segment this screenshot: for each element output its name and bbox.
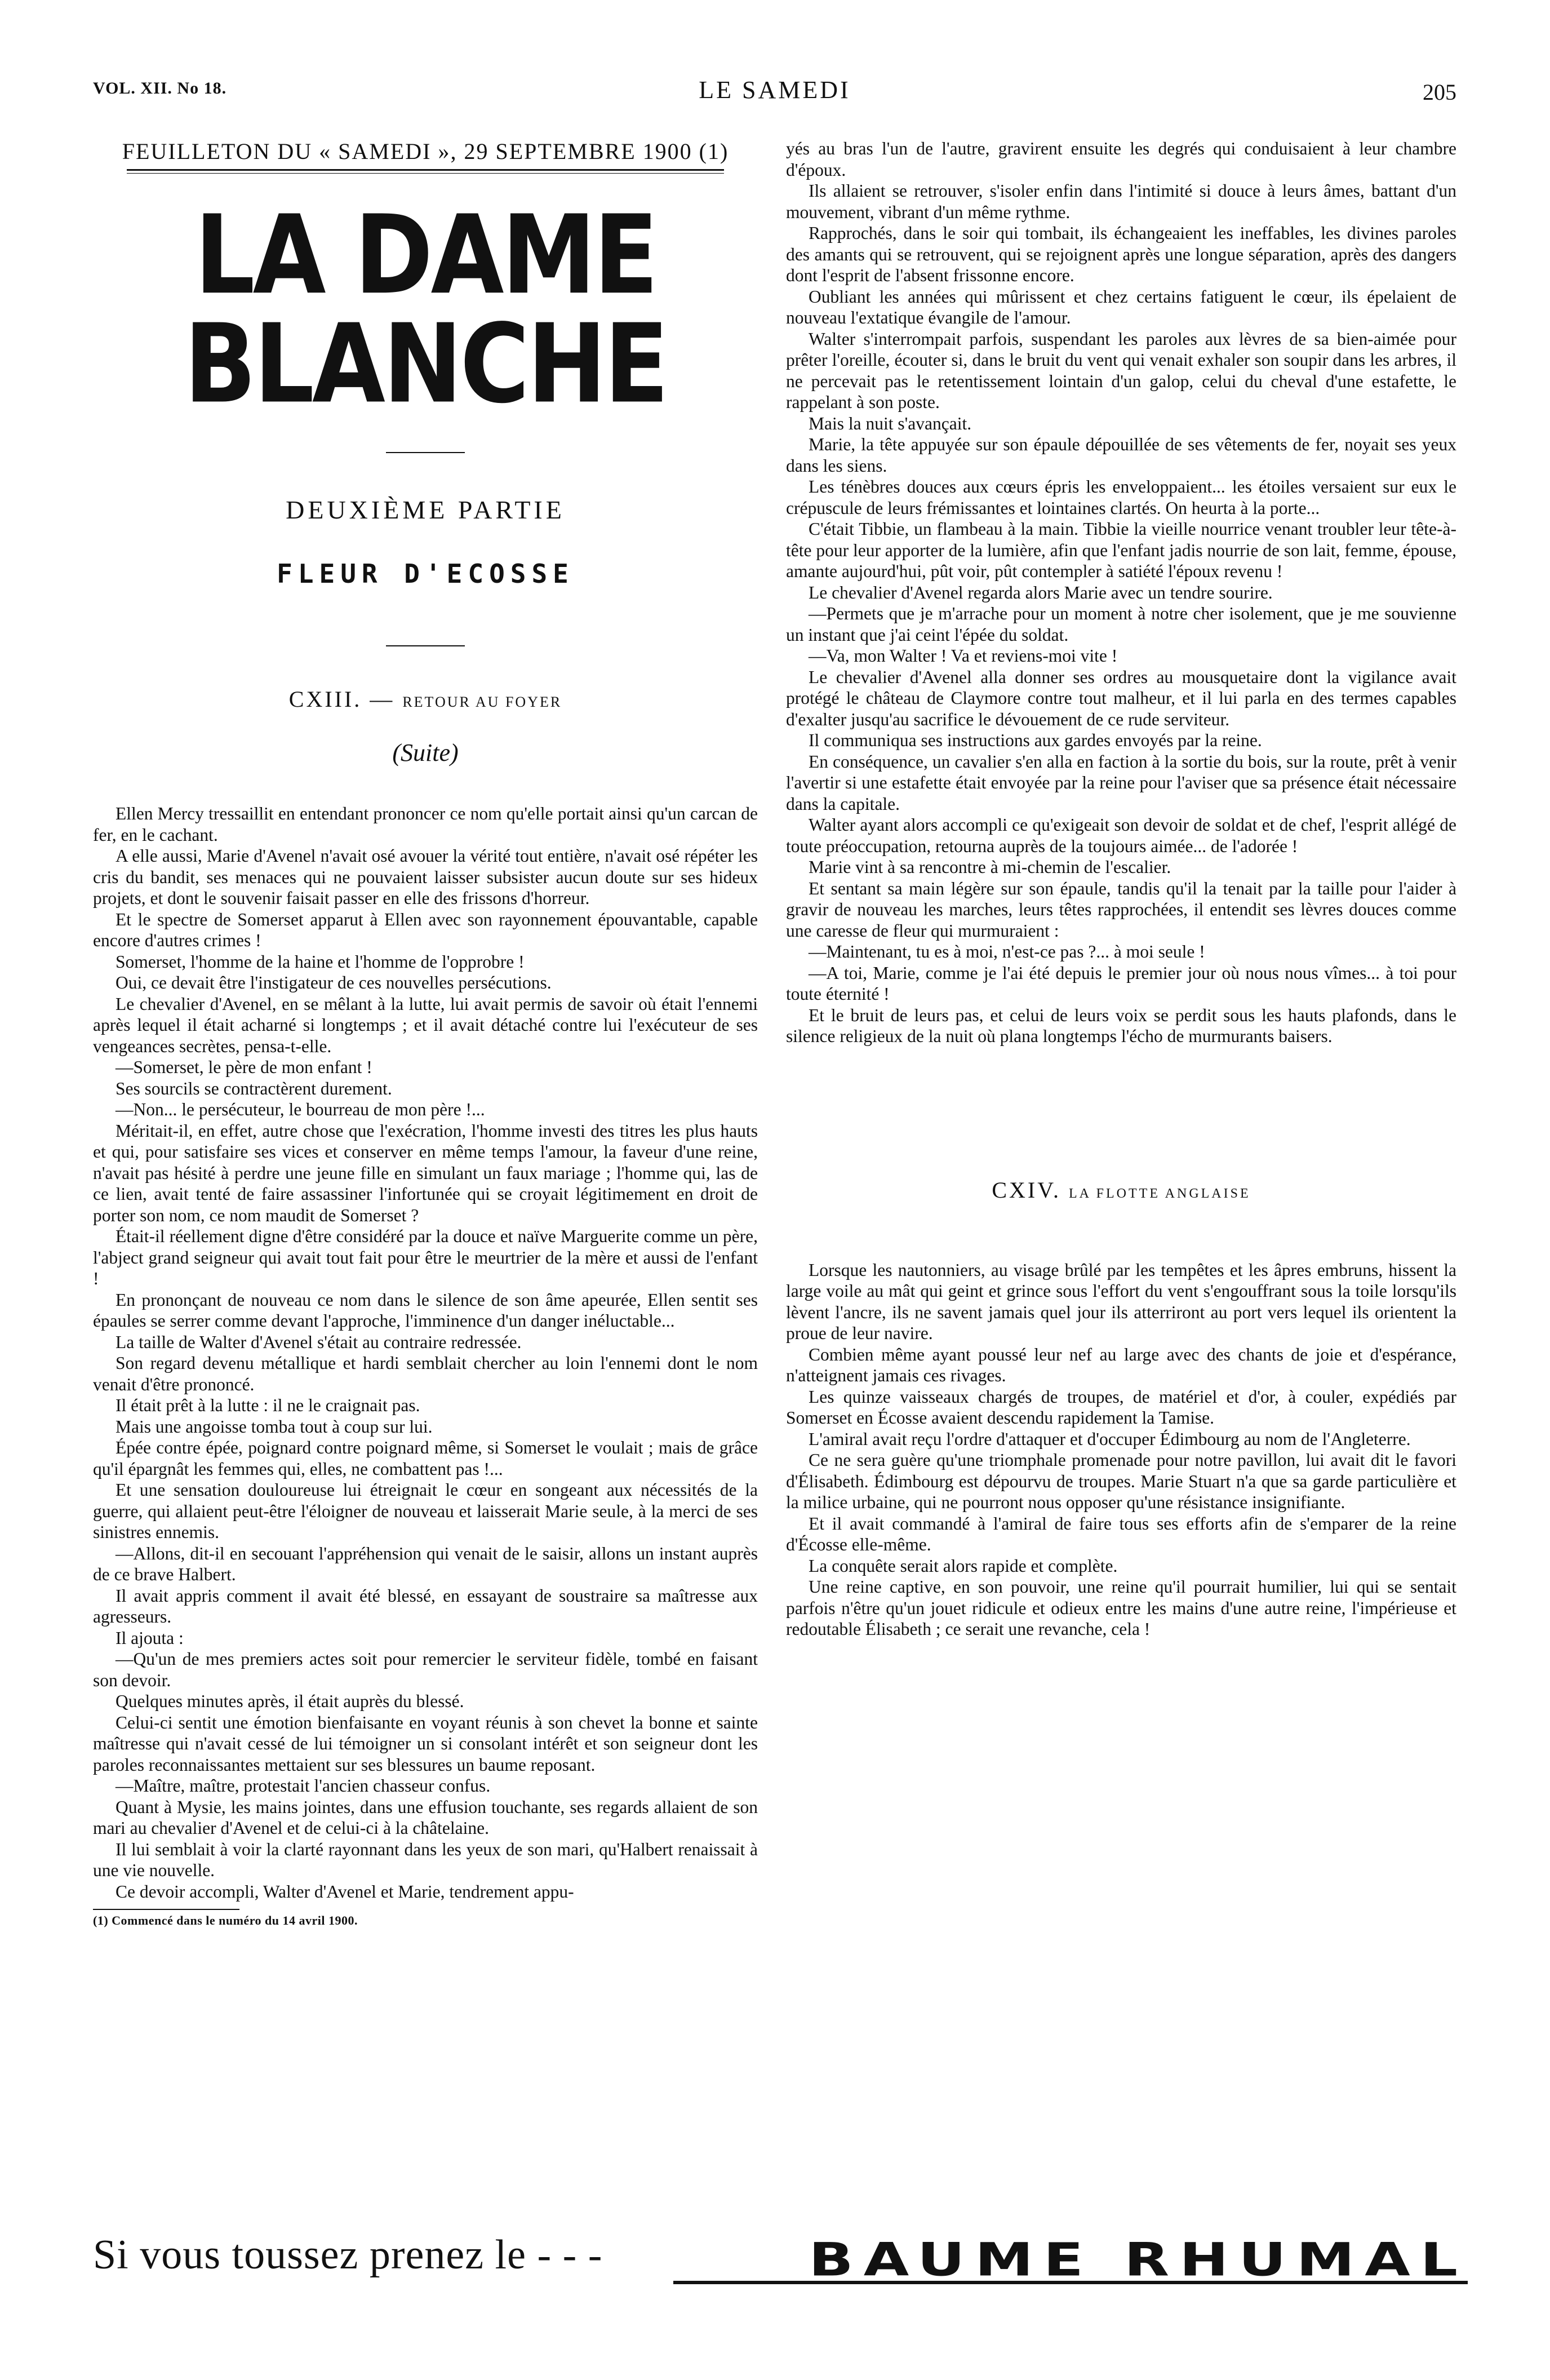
paragraph: Son regard devenu métallique et hardi semblait chercher au loin l'ennemi dont le nom venait d'être prononcé. (93, 1353, 758, 1394)
paragraph: C'était Tibbie, un flambeau à la main. Tibbie la vieille nourrice venant troubler leur tête-à-tête pour leur apporter de la lumière, afin que l'enfant jadis nourrie de son lait, femme, épouse, amante aujourd'hui, pût voir, pût contempler à satiété l'époux revenu ! (786, 519, 1456, 581)
chapter-number: CXIII. — (288, 686, 395, 712)
paragraph: Combien même ayant poussé leur nef au large avec des chants de joie et d'espérance, n'atteignent jamais ces rivages. (786, 1344, 1456, 1385)
paragraph: Les quinze vaisseaux chargés de troupes, de matériel et d'or, à couler, expédiés par Somerset en Écosse avaient descendu rapidement la Tamise. (786, 1386, 1456, 1428)
right-body-text-2 (786, 1260, 1456, 1640)
advertisement (93, 2218, 1468, 2297)
paragraph: Et le spectre de Somerset apparut à Ellen avec son rayonnement épouvantable, capable encore d'autres crimes ! (93, 909, 758, 950)
paragraph: —Maintenant, tu es à moi, n'est-ce pas ?... à moi seule ! (809, 942, 1205, 961)
paragraph: Marie vint à sa rencontre à mi-chemin de l'escalier. (809, 857, 1171, 877)
paragraph: Le chevalier d'Avenel regarda alors Marie avec un tendre sourire. (809, 582, 1273, 602)
chapter-heading-2 (786, 1177, 1456, 1203)
paragraph: yés au bras l'un de l'autre, gravirent ensuite les degrés qui conduisaient à leur chambre d'époux. (786, 139, 1456, 180)
paragraph: Méritait-il, en effet, autre chose que l'exécration, l'homme investi des titres les plus hauts et qui, pour satisfaire ses vices et conserver en même temps l'amour, la faveur d'une reine, n'avait pas hésité à perdre une jeune fille en simulant un faux mariage ; l'homme qui, las de ce lien, avait tenté de faire assassiner l'infortunée qui se croyait légitimement en droit de porter son nom, ce nom maudit de Somerset ? (93, 1120, 758, 1225)
feuilleton-line: FEUILLETON DU « SAMEDI », 29 SEPTEMBRE 1900 (1) (122, 139, 729, 164)
paragraph: Était-il réellement digne d'être considéré par la douce et naïve Marguerite comme un père, l'abject grand seigneur qui avait tout fait pour être le meurtrier de la mère et aussi de l'enfant ! (93, 1226, 758, 1288)
paragraph: Il communiqua ses instructions aux gardes envoyés par la reine. (809, 730, 1262, 750)
paragraph: —Maître, maître, protestait l'ancien chasseur confus. (116, 1776, 491, 1796)
ad-brand-text: BAUME RHUMAL (809, 2232, 1468, 2286)
paragraph: Le chevalier d'Avenel alla donner ses ordres au mousquetaire dont la vigilance avait protégé le château de Claymore contre tout malheur, et il lui parla en des termes capables d'exalter jusqu'au sacrifice le dévouement de ce rude serviteur. (786, 667, 1456, 729)
paragraph: Ellen Mercy tressaillit en entendant prononcer ce nom qu'elle portait ainsi qu'un carcan de fer, en le cachant. (93, 804, 758, 845)
paragraph: —Non... le persécuteur, le bourreau de mon père !... (116, 1100, 485, 1119)
paragraph: Il ajouta : (116, 1628, 184, 1648)
paragraph: Walter s'interrompait parfois, suspendant les paroles aux lèvres de sa bien-aimée pour prêter l'oreille, écouter si, dans le bruit du vent qui venait exhaler son soupir dans les arbres, il ne percevait pas le retentissement lointain d'un galop, celui du cheval d'une estafette, le rappelant à son poste. (786, 329, 1456, 412)
right-body-text (786, 138, 1456, 1047)
paragraph: Oubliant les années qui mûrissent et chez certains fatiguent le cœur, ils épelaient de nouveau l'extatique évangile de l'amour. (786, 286, 1456, 327)
paragraph: Il lui semblait à voir la clarté rayonnant dans les yeux de son mari, qu'Halbert renaissait à une vie nouvelle. (93, 1839, 758, 1880)
paragraph: Rapprochés, dans le soir qui tombait, ils échangeaient les ineffables, les divines paroles des amants qui se retrouvent, qui se rejoignent après une longue séparation, après des dangers dont l'esprit de l'absent frissonne encore. (786, 223, 1456, 285)
chapter-title: RETOUR AU FOYER (402, 694, 562, 710)
paragraph: La taille de Walter d'Avenel s'était au contraire redressée. (116, 1332, 522, 1352)
left-column (93, 138, 758, 2156)
paragraph: —A toi, Marie, comme je l'ai été depuis le premier jour où nous nous vîmes... à toi pour toute éternité ! (786, 963, 1456, 1004)
paragraph: Quant à Mysie, les mains jointes, dans une effusion touchante, ses regards allaient de son mari au chevalier d'Avenel et de celui-ci à la châtelaine. (93, 1797, 758, 1838)
paragraph: Et il avait commandé à l'amiral de faire tous ses efforts afin de s'emparer de la reine d'Écosse elle-même. (786, 1513, 1456, 1554)
paragraph: Lorsque les nautonniers, au visage brûlé par les tempêtes et les âpres embruns, hissent la large voile au mât qui geint et grince sous l'effort du vent s'engouffrant sous la toile lorsqu'ils lèvent l'ancre, ils ne savent jamais quel jour ils atterriront au port vers lequel ils orientent la proue de leur navire. (786, 1260, 1456, 1343)
paragraph: Les ténèbres douces aux cœurs épris les enveloppaient... les étoiles versaient sur eux le crépuscule de leurs frémissantes et lointaines clartés. On heurta à la porte... (786, 477, 1456, 518)
left-body-text (93, 803, 758, 1902)
paragraph: —Va, mon Walter ! Va et reviens-moi vite ! (809, 646, 1118, 666)
running-head (93, 76, 1456, 118)
paragraph: Celui-ci sentit une émotion bienfaisante en voyant réunis à son chevet la bonne et sainte maîtresse qui n'avait cessé de lui témoigner un si consolant intérêt et son seigneur dont les paroles reconnaissantes mettaient sur ses blessures un baume reposant. (93, 1712, 758, 1775)
paragraph: Marie, la tête appuyée sur son épaule dépouillée de ses vêtements de fer, noyait ses yeux dans les siens. (786, 435, 1456, 476)
paragraph: Il avait appris comment il avait été blessé, en essayant de soustraire sa maîtresse aux agresseurs. (93, 1585, 758, 1626)
paragraph: Walter ayant alors accompli ce qu'exigeait son devoir de soldat et de chef, l'esprit allégé de toute préoccupation, retourna auprès de la toujours aimée... de l'adorée ! (786, 815, 1456, 856)
paragraph: L'amiral avait reçu l'ordre d'attaquer et d'occuper Édimbourg au nom de l'Angleterre. (809, 1429, 1411, 1449)
paragraph: —Somerset, le père de mon enfant ! (116, 1057, 372, 1077)
paragraph: Et le bruit de leurs pas, et celui de leurs voix se perdit sous les hauts plafonds, dans le silence religieux de la nuit où plana longtemps l'écho de murmurants baisers. (786, 1005, 1456, 1046)
paragraph: Épée contre épée, poignard contre poignard même, si Somerset le voulait ; mais de grâce qu'il épargnât les femmes qui, elles, ne combattent pas !... (93, 1438, 758, 1479)
paragraph: Il était prêt à la lutte : il ne le craignait pas. (116, 1395, 420, 1415)
paragraph: La conquête serait alors rapide et complète. (809, 1555, 1118, 1576)
part-subtitle: FLEUR D'ECOSSE (277, 559, 574, 589)
serial-title: LA DAME BLANCHE (184, 191, 667, 428)
paragraph: —Permets que je m'arrache pour un moment à notre cher isolement, que je me souvienne un instant que j'ai ceint l'épée du soldat. (786, 604, 1456, 645)
paragraph: —Allons, dit-il en secouant l'appréhension qui venait de le saisir, allons un instant auprès de ce brave Halbert. (93, 1543, 758, 1584)
paragraph: Mais une angoisse tomba tout à coup sur lui. (116, 1416, 433, 1437)
paragraph: En conséquence, un cavalier s'en alla en faction à la sortie du bois, sur la route, prêt à venir l'avertir si une estafette était envoyée par la reine pour l'aviser que sa présence était nécessaire dans la capitale. (786, 751, 1456, 814)
divider (386, 645, 465, 646)
paragraph: Mais la nuit s'avançait. (809, 413, 972, 433)
paragraph: Ils allaient se retrouver, s'isoler enfin dans l'intimité si douce à leurs âmes, battant d'un mouvement, vibrant d'un même rythme. (786, 181, 1456, 222)
suite-label: (Suite) (392, 739, 459, 766)
paragraph: Et sentant sa main légère sur son épaule, tandis qu'il la tenait par la taille pour l'aider à gravir de nouveau les marches, leurs têtes rapprochées, il entendit ses lèvres douces comme une caresse de fleur qui murmuraient : (786, 878, 1456, 941)
paragraph: —Qu'un de mes premiers actes soit pour remercier le serviteur fidèle, tombé en faisant son devoir. (93, 1649, 758, 1690)
ad-underline (673, 2281, 1468, 2284)
right-column (786, 138, 1456, 2156)
double-rule (127, 169, 724, 174)
footnote-rule (93, 1909, 239, 1910)
paragraph: Ce devoir accompli, Walter d'Avenel et Marie, tendrement appu- (116, 1881, 574, 1902)
part-heading: DEUXIÈME PARTIE (286, 495, 565, 524)
footnote: (1) Commencé dans le numéro du 14 avril 1900. (93, 1913, 358, 1927)
paragraph: Quelques minutes après, il était auprès du blessé. (116, 1691, 464, 1711)
newspaper-title: LE SAMEDI (699, 76, 851, 104)
chapter-heading (93, 686, 758, 712)
chapter-number: CXIV. (992, 1177, 1061, 1203)
ad-brand-name (809, 2218, 1468, 2286)
paragraph: Une reine captive, en son pouvoir, une reine qu'il pourrait humilier, lui qui se sentait parfois n'être qu'un jouet ridicule et odieux entre les mains d'une autre reine, l'impérieuse et redoutable Élisabeth ; ce serait une revanche, cela ! (786, 1577, 1456, 1639)
paragraph: Somerset, l'homme de la haine et l'homme de l'opprobre ! (116, 951, 525, 972)
paragraph: Oui, ce devait être l'instigateur de ces nouvelles persécutions. (116, 973, 552, 992)
paragraph: Ses sourcils se contractèrent durement. (116, 1078, 392, 1098)
paragraph: Le chevalier d'Avenel, en se mêlant à la lutte, lui avait permis de savoir où était l'ennemi après lequel il était acharné si longtemps ; et il avait détaché contre lui l'exécuteur de ses vengeances secrètes, pensa-t-elle. (93, 994, 758, 1056)
ad-tagline: Si vous toussez prenez le - - - (93, 2232, 603, 2278)
chapter-title: LA FLOTTE ANGLAISE (1068, 1186, 1251, 1201)
volume-number: VOL. XII. No 18. (93, 79, 227, 97)
paragraph: A elle aussi, Marie d'Avenel n'avait osé avouer la vérité tout entière, n'avait osé répéter les cris du bandit, ses menaces qui ne pouvaient laisser subsister aucun doute sur ses hideux projets, et dont le souvenir faisait passer en elle des frissons d'horreur. (93, 846, 758, 908)
page-number: 205 (1423, 79, 1456, 105)
paragraph: Ce ne sera guère qu'une triomphale promenade pour notre pavillon, lui avait dit le favori d'Élisabeth. Édimbourg est dépourvu de troupes. Marie Stuart n'a que sa garde particulière et la milice urbaine, qui ne pourront nous opposer qu'une résistance insignifiante. (786, 1450, 1456, 1512)
paragraph: En prononçant de nouveau ce nom dans le silence de son âme apeurée, Ellen sentit ses épaules se serrer comme devant l'approche, l'imminence d'un danger inéluctable... (93, 1289, 758, 1331)
divider (386, 452, 465, 453)
paragraph: Et une sensation douloureuse lui étreignait le cœur en songeant aux nécessités de la guerre, qui allaient peut-être l'éloigner de nouveau et laisserait Marie seule, à la merci de ses sinistres ennemis. (93, 1480, 758, 1542)
